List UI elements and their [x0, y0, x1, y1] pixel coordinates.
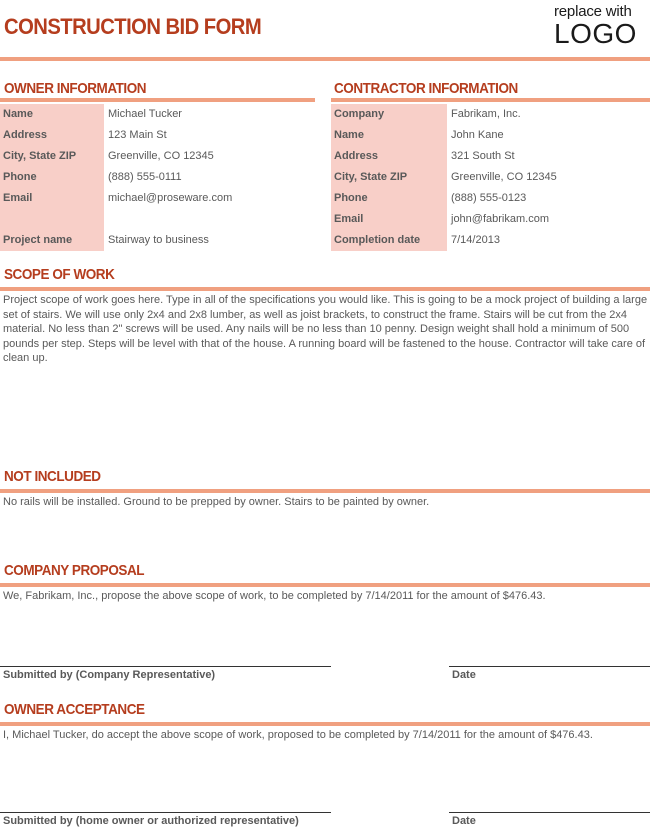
field-value[interactable]: Michael Tucker: [108, 108, 182, 120]
field-value[interactable]: Greenville, CO 12345: [451, 171, 557, 183]
field-value[interactable]: Greenville, CO 12345: [108, 150, 214, 162]
field-label: Company: [331, 104, 447, 125]
contractor-row-address: [331, 146, 557, 167]
field-label: Email: [0, 188, 104, 209]
field-value[interactable]: (888) 555-0111: [108, 171, 182, 183]
field-value[interactable]: 7/14/2013: [451, 234, 500, 246]
field-label: Address: [331, 146, 447, 167]
owner-row-city: [0, 146, 232, 167]
proposal-signature-label: Submitted by (Company Representative): [3, 669, 216, 681]
logo-placeholder: [554, 4, 637, 48]
owner-row-phone: [0, 167, 232, 188]
proposal-heading: COMPANY PROPOSAL: [4, 562, 145, 579]
owner-row-project: [0, 230, 232, 251]
contractor-row-name: [331, 125, 557, 146]
acceptance-text[interactable]: I, Michael Tucker, do accept the above scope of work, proposed to be completed by 7/14/2011 for the amount of $476.43.: [3, 729, 593, 741]
field-value[interactable]: Stairway to business: [108, 234, 209, 246]
field-value[interactable]: Fabrikam, Inc.: [451, 108, 521, 120]
field-label: City, State ZIP: [331, 167, 447, 188]
field-label: Name: [331, 125, 447, 146]
owner-row-address: [0, 125, 232, 146]
owner-row-email: [0, 188, 232, 209]
owner-row-blank: [0, 209, 232, 230]
scope-text[interactable]: Project scope of work goes here. Type in all of the specifications you would like. This is going to be a mock project of building a large set of stairs. We will use only 2x4 and 2x8 lumber, as well as joist brackets, to construct the frame. Stairs will be cut from the 2x4 material. No less than 2" screws will be used. Any nails will be no less than 10 penny. Design weight shall hold a minimum of 500 pounds per step. Steps will be level with that of the house. A running board will be fastened to the house. Contractor will take care of clean up.: [3, 294, 648, 364]
acceptance-divider: [0, 722, 650, 726]
proposal-date-label: Date: [452, 669, 476, 681]
header-divider: [0, 57, 650, 61]
contractor-row-email: [331, 209, 557, 230]
field-label: Phone: [331, 188, 447, 209]
contractor-info-table: [331, 104, 557, 251]
field-label: Name: [0, 104, 104, 125]
owner-row-name: [0, 104, 232, 125]
field-value[interactable]: 321 South St: [451, 150, 515, 162]
owner-info-table: [0, 104, 232, 251]
field-value[interactable]: michael@proseware.com: [108, 192, 233, 204]
acceptance-date-label: Date: [452, 815, 476, 827]
proposal-divider: [0, 583, 650, 587]
acceptance-signature-label: Submitted by (home owner or authorized representative): [3, 815, 299, 827]
field-label: Phone: [0, 167, 104, 188]
page-title: CONSTRUCTION BID FORM: [4, 14, 262, 39]
contractor-row-completion: [331, 230, 557, 251]
contractor-info-divider: [331, 98, 650, 102]
logo-text: LOGO: [554, 18, 637, 49]
not-included-text[interactable]: No rails will be installed. Ground to be prepped by owner. Stairs to be painted by owner.: [3, 496, 430, 508]
acceptance-date-line[interactable]: [449, 812, 650, 813]
field-value[interactable]: John Kane: [451, 129, 504, 141]
field-value[interactable]: john@fabrikam.com: [451, 213, 549, 225]
field-label: City, State ZIP: [0, 146, 104, 167]
field-label: Email: [331, 209, 447, 230]
logo-caption: replace with: [554, 3, 632, 20]
proposal-date-line[interactable]: [449, 666, 650, 667]
proposal-signature-line[interactable]: [0, 666, 331, 667]
scope-divider: [0, 287, 650, 291]
not-included-heading: NOT INCLUDED: [4, 468, 101, 485]
field-label: Address: [0, 125, 104, 146]
field-label: Project name: [0, 230, 104, 251]
scope-heading: SCOPE OF WORK: [4, 266, 115, 283]
owner-info-divider: [0, 98, 315, 102]
field-value[interactable]: (888) 555-0123: [451, 192, 527, 204]
field-label: [0, 209, 104, 230]
owner-info-heading: OWNER INFORMATION: [4, 80, 147, 97]
contractor-row-company: [331, 104, 557, 125]
acceptance-signature-line[interactable]: [0, 812, 331, 813]
contractor-row-phone: [331, 188, 557, 209]
field-value[interactable]: 123 Main St: [108, 129, 167, 141]
not-included-divider: [0, 489, 650, 493]
field-label: Completion date: [331, 230, 447, 251]
contractor-row-city: [331, 167, 557, 188]
acceptance-heading: OWNER ACCEPTANCE: [4, 701, 145, 718]
contractor-info-heading: CONTRACTOR INFORMATION: [334, 80, 518, 97]
proposal-text[interactable]: We, Fabrikam, Inc., propose the above scope of work, to be completed by 7/14/2011 for the amount of $476.43.: [3, 590, 546, 602]
